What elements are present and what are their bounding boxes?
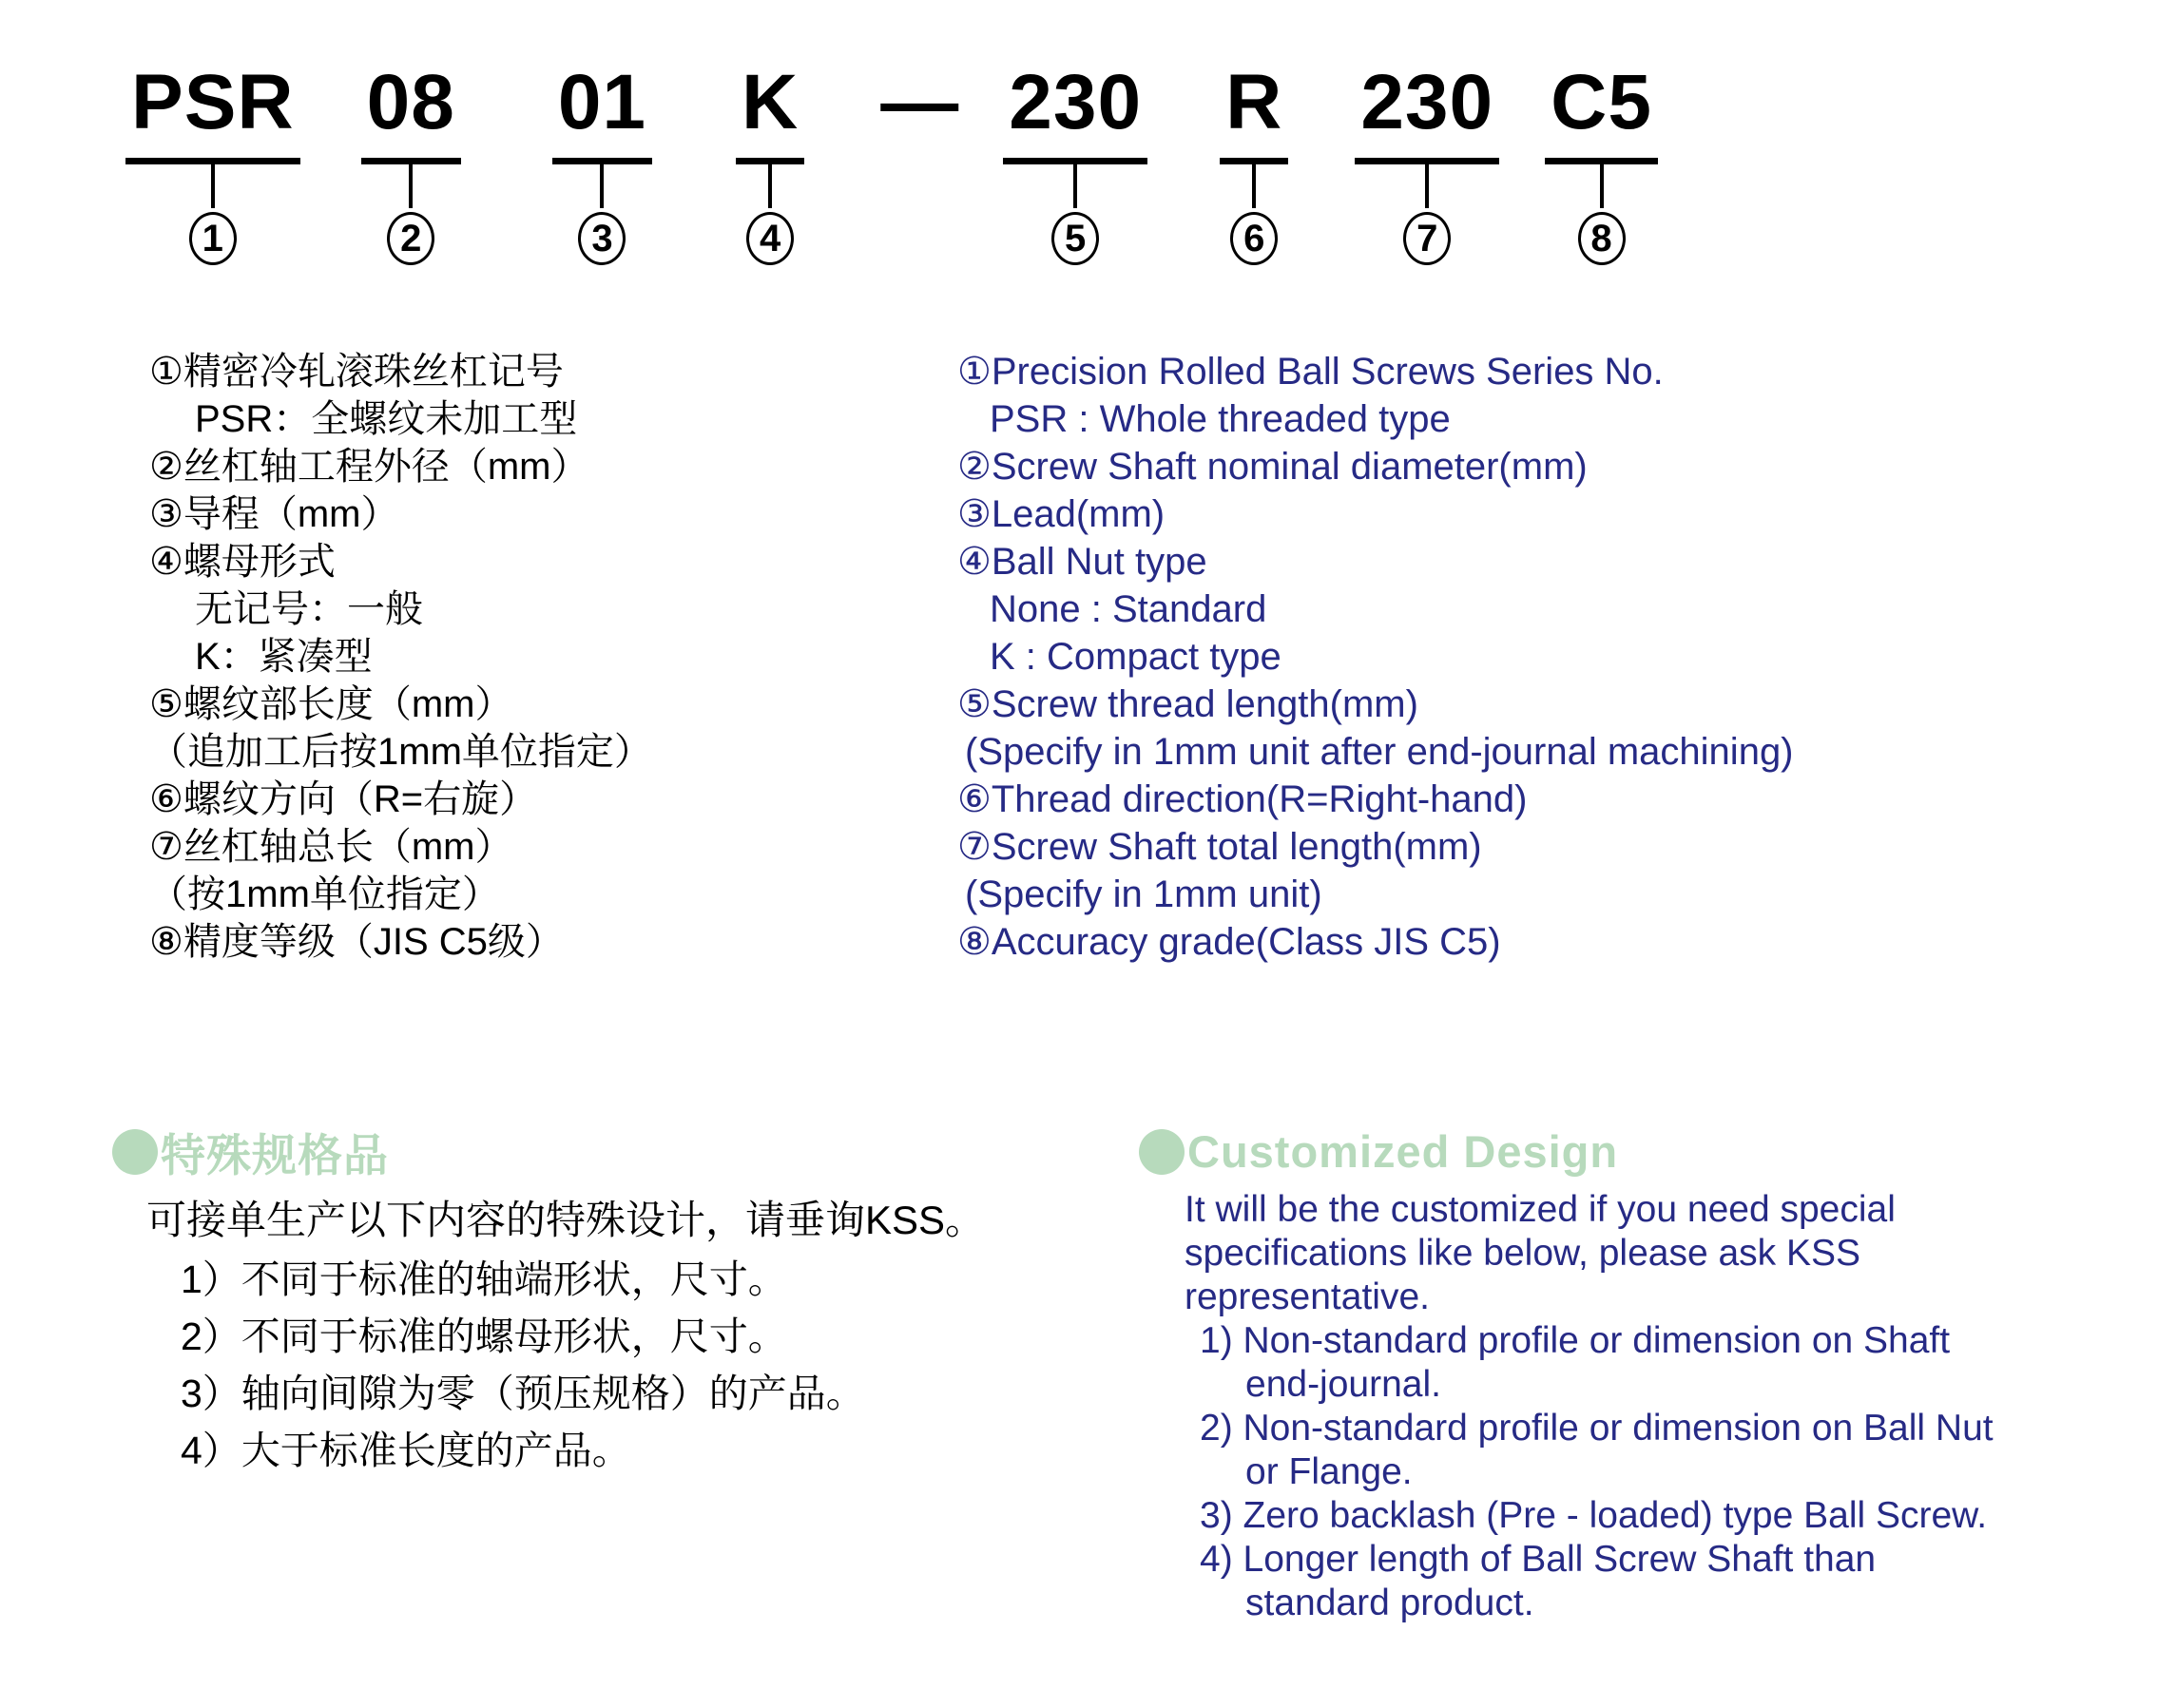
code-segment-lead	[552, 55, 652, 265]
list-item-continuation: or Flange.	[1245, 1451, 1413, 1492]
connector-line	[600, 164, 604, 208]
code-text: R	[1220, 55, 1288, 164]
legend-chinese	[149, 348, 652, 966]
code-segment-series	[125, 55, 300, 265]
legend-line: ①Precision Rolled Ball Screws Series No.	[957, 351, 1664, 393]
code-text: 230	[1003, 55, 1147, 164]
legend-line: ⑦Screw Shaft total length(mm)	[957, 826, 1482, 868]
legend-line: 无记号：一般	[195, 588, 423, 630]
legend-line: K：紧凑型	[195, 636, 373, 678]
legend-line: PSR：全螺纹未加工型	[195, 398, 578, 440]
legend-line: （按1mm单位指定）	[149, 873, 500, 915]
connector-line	[1425, 164, 1429, 208]
section-bullet-icon	[1139, 1129, 1185, 1175]
connector-line	[768, 164, 772, 208]
legend-line: K : Compact type	[990, 636, 1281, 678]
code-text: PSR	[125, 55, 300, 164]
list-item: 2）不同于标准的螺母形状，尺寸。	[181, 1315, 787, 1358]
legend-line: ⑤Screw thread length(mm)	[957, 683, 1418, 725]
code-segment-thread-length	[1003, 55, 1147, 265]
circled-number: 3	[578, 212, 626, 265]
code-text: 230	[1355, 55, 1499, 164]
circled-number: 4	[746, 212, 794, 265]
list-item: 4）大于标准长度的产品。	[181, 1429, 631, 1472]
code-text: C5	[1545, 55, 1658, 164]
circled-number: 5	[1051, 212, 1099, 265]
legend-line: ⑥Thread direction(R=Right-hand)	[957, 778, 1528, 820]
legend-line: ④Ball Nut type	[957, 541, 1207, 583]
list-item: 3）轴向间隙为零（预压规格）的产品。	[181, 1372, 865, 1415]
legend-line: ⑧Accuracy grade(Class JIS C5)	[957, 921, 1501, 963]
section-intro: 可接单生产以下内容的特殊设计，请垂询KSS。	[146, 1198, 986, 1242]
legend-line: (Specify in 1mm unit after end-journal machining)	[965, 731, 1794, 773]
legend-line: ④螺母形式	[149, 541, 336, 583]
legend-line: ⑥螺纹方向（R=右旋）	[149, 778, 538, 820]
legend-line: ③Lead(mm)	[957, 493, 1166, 535]
legend-line: ⑧精度等级（JIS C5级）	[149, 921, 564, 963]
code-segment-nut-type	[736, 55, 804, 265]
section-bullet-icon	[112, 1129, 158, 1175]
legend-line: ①精密冷轧滚珠丝杠记号	[149, 351, 564, 393]
section-intro-line: It will be the customized if you need special	[1185, 1189, 1896, 1230]
connector-line	[409, 164, 413, 208]
section-intro-line: specifications like below, please ask KSS	[1185, 1233, 1861, 1274]
code-dash-separator	[875, 55, 965, 164]
section-customized-design-en	[1139, 1123, 1994, 1625]
code-segment-thread-direction	[1220, 55, 1288, 265]
list-item: 3) Zero backlash (Pre - loaded) type Ball Screw.	[1200, 1495, 1988, 1536]
section-header	[112, 1123, 985, 1180]
list-item: 1）不同于标准的轴端形状，尺寸。	[181, 1257, 787, 1301]
list-item: 4) Longer length of Ball Screw Shaft than	[1200, 1539, 1877, 1580]
model-code-diagram	[125, 55, 1658, 265]
code-segment-total-length	[1355, 55, 1499, 265]
legend-line: ②Screw Shaft nominal diameter(mm)	[957, 446, 1588, 488]
legend-line: （追加工后按1mm单位指定）	[149, 731, 652, 773]
legend-line: ⑤螺纹部长度（mm）	[149, 683, 513, 725]
legend-english	[957, 348, 1794, 966]
section-special-specs-cn	[112, 1123, 985, 1479]
circled-number: 1	[189, 212, 237, 265]
legend-line: (Specify in 1mm unit)	[965, 873, 1322, 915]
circled-number: 6	[1230, 212, 1278, 265]
code-text: 08	[361, 55, 461, 164]
circled-number: 7	[1403, 212, 1451, 265]
legend-line: ③导程（mm）	[149, 493, 399, 535]
list-item-continuation: end-journal.	[1245, 1364, 1441, 1405]
section-header	[1139, 1123, 1994, 1180]
connector-line	[211, 164, 215, 208]
code-segment-diameter	[361, 55, 461, 265]
circled-number: 8	[1578, 212, 1626, 265]
code-text: 01	[552, 55, 652, 164]
connector-line	[1252, 164, 1256, 208]
list-item-continuation: standard product.	[1245, 1583, 1534, 1623]
list-item: 1) Non-standard profile or dimension on Shaft	[1200, 1320, 1951, 1361]
legend-line: PSR : Whole threaded type	[990, 398, 1451, 440]
code-text: K	[736, 55, 804, 164]
section-intro-line: representative.	[1185, 1276, 1430, 1317]
list-item: 2) Non-standard profile or dimension on Ball Nut	[1200, 1408, 1994, 1449]
legend-line: None : Standard	[990, 588, 1267, 630]
dash-icon: —	[880, 59, 960, 145]
legend-line: ⑦丝杠轴总长（mm）	[149, 826, 513, 868]
legend-line: ②丝杠轴工程外径（mm）	[149, 446, 589, 488]
code-segment-accuracy	[1545, 55, 1658, 265]
connector-line	[1073, 164, 1077, 208]
section-title: Customized Design	[1187, 1126, 1619, 1177]
connector-line	[1600, 164, 1604, 208]
circled-number: 2	[387, 212, 434, 265]
section-title: 特殊规格品	[161, 1129, 389, 1180]
